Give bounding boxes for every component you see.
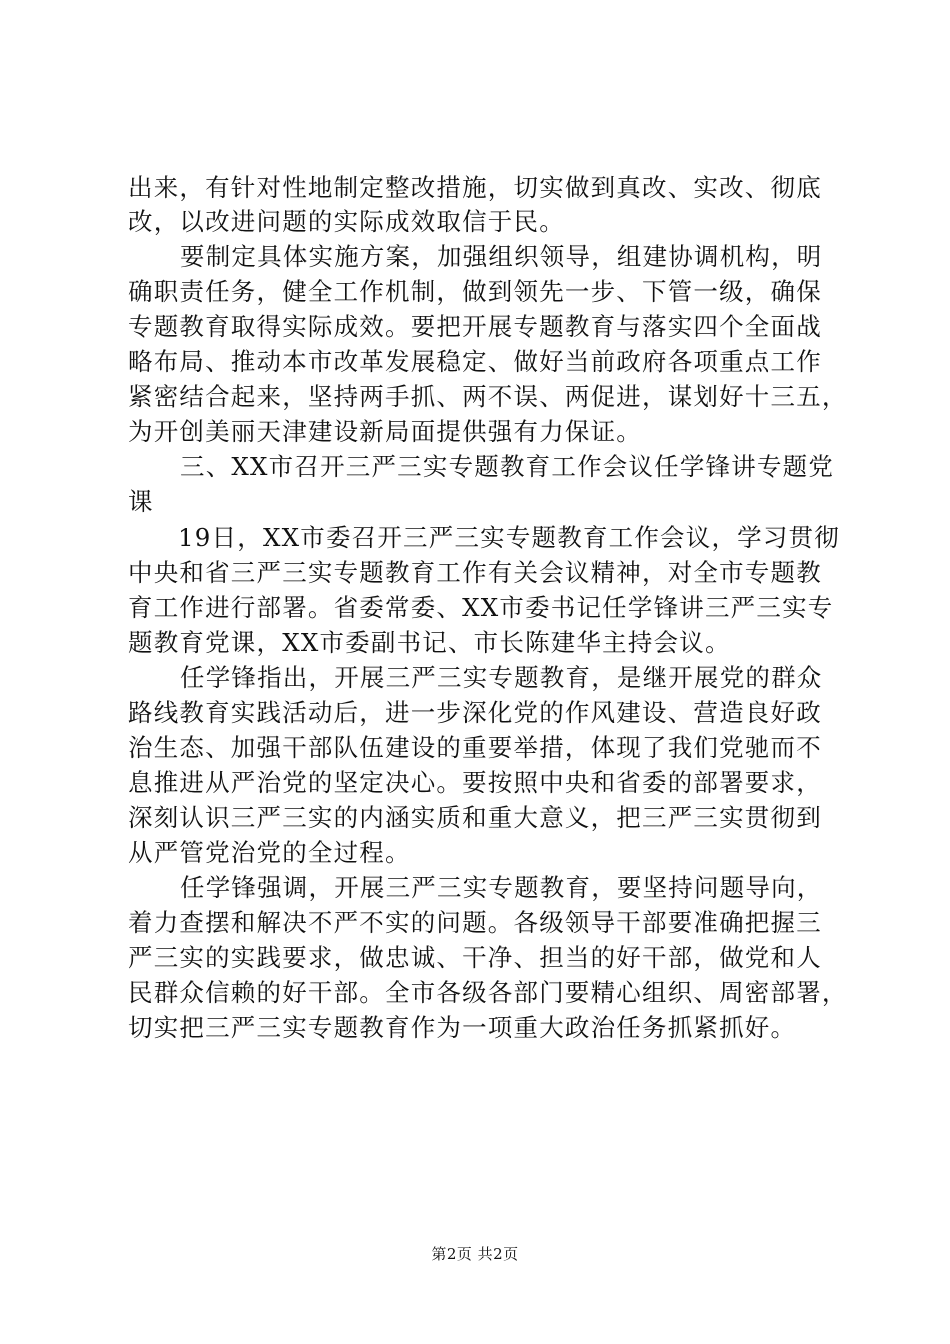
text-line: 改，以改进问题的实际成效取信于民。 [128, 207, 565, 236]
section-heading-line: 课 [128, 487, 154, 516]
paragraph-start-line: 要制定具体实施方案，加强组织领导，组建协调机构，明 [180, 242, 823, 271]
text-line: 路线教育实践活动后，进一步深化党的作风建设、营造良好政 [128, 698, 822, 727]
text-line: 紧密结合起来，坚持两手抓、两不误、两促进，谋划好十三五， [128, 382, 848, 411]
text-line: 民群众信赖的好干部。全市各级各部门要精心组织、周密部署， [128, 978, 848, 1007]
text-line: 着力查摆和解决不严不实的问题。各级领导干部要准确把握三 [128, 908, 822, 937]
text-line: 严三实的实践要求，做忠诚、干净、担当的好干部，做党和人 [128, 943, 822, 972]
text-line: 深刻认识三严三实的内涵实质和重大意义，把三严三实贯彻到 [128, 803, 822, 832]
text-line: 从严管党治党的全过程。 [128, 838, 411, 867]
text-line: 为开创美丽天津建设新局面提供强有力保证。 [128, 417, 642, 446]
text-line: 息推进从严治党的坚定决心。要按照中央和省委的部署要求， [128, 768, 822, 797]
page-footer: 第2页 共2页 [431, 1245, 519, 1263]
paragraph-start-line: 19日，XX市委召开三严三实专题教育工作会议，学习贯彻 [178, 523, 840, 552]
text-line: 出来，有针对性地制定整改措施，切实做到真改、实改、彻底 [128, 173, 822, 202]
text-line: 中央和省三严三实专题教育工作有关会议精神，对全市专题教 [128, 558, 822, 587]
text-line: 切实把三严三实专题教育作为一项重大政治任务抓紧抓好。 [128, 1013, 797, 1042]
text-line: 确职责任务，健全工作机制，做到领先一步、下管一级，确保 [128, 277, 822, 306]
paragraph-start-line: 任学锋指出，开展三严三实专题教育，是继开展党的群众 [180, 663, 823, 692]
text-line: 专题教育取得实际成效。要把开展专题教育与落实四个全面战 [128, 312, 822, 341]
paragraph-start-line: 任学锋强调，开展三严三实专题教育，要坚持问题导向， [180, 873, 823, 902]
text-line: 治生态、加强干部队伍建设的重要举措，体现了我们党驰而不 [128, 733, 822, 762]
section-heading-line: 三、XX市召开三严三实专题教育工作会议任学锋讲专题党 [180, 452, 835, 481]
text-line: 略布局、推动本市改革发展稳定、做好当前政府各项重点工作 [128, 347, 822, 376]
text-line: 题教育党课，XX市委副书记、市长陈建华主持会议。 [128, 628, 731, 657]
text-line: 育工作进行部署。省委常委、XX市委书记任学锋讲三严三实专 [128, 593, 834, 622]
